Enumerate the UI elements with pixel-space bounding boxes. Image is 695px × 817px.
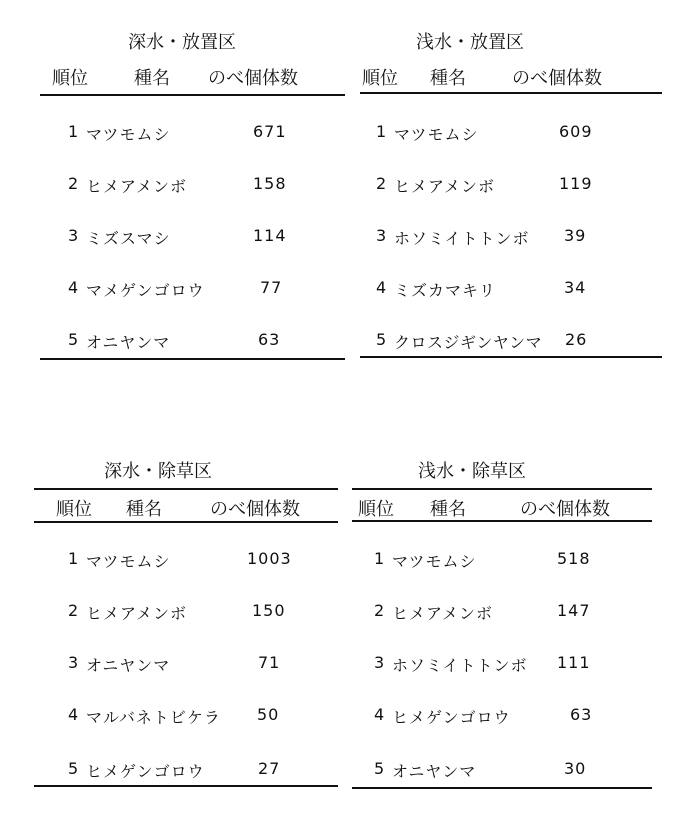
row-count: 158 [253, 174, 287, 193]
row-count: 39 [564, 226, 587, 245]
bottom-rule [34, 785, 338, 787]
row-rank: 4 [376, 278, 388, 297]
row-rank: 5 [374, 759, 386, 778]
header-species: 種名 [430, 499, 466, 520]
row-rank: 1 [376, 122, 388, 141]
table-row [360, 226, 662, 248]
table-row [360, 174, 662, 196]
row-species: マルバネトビケラ [86, 708, 221, 727]
row-count: 50 [257, 705, 280, 724]
row-count: 119 [559, 174, 593, 193]
table-title: 浅水・除草区 [418, 461, 526, 482]
row-rank: 5 [68, 759, 80, 778]
header-species: 種名 [430, 68, 466, 89]
table-row [352, 705, 652, 727]
header-rule [360, 92, 662, 94]
row-rank: 2 [68, 601, 80, 620]
header-species: 種名 [134, 68, 170, 89]
row-species: クロスジギンヤンマ [394, 333, 543, 352]
row-rank: 4 [68, 278, 80, 297]
header-rank: 順位 [362, 68, 398, 89]
table-row [34, 653, 338, 675]
table-row [40, 226, 345, 248]
row-rank: 3 [376, 226, 388, 245]
row-rank: 1 [68, 122, 80, 141]
row-count: 27 [258, 759, 281, 778]
row-species: ミズカマキリ [394, 281, 497, 300]
row-count: 147 [557, 601, 591, 620]
row-count: 114 [253, 226, 287, 245]
table-row [352, 549, 652, 571]
row-species: ヒメゲンゴロウ [392, 708, 511, 727]
header-count: のべ個体数 [512, 68, 602, 89]
row-species: オニヤンマ [86, 656, 171, 675]
row-count: 671 [253, 122, 287, 141]
table-title: 深水・放置区 [128, 32, 236, 53]
header-count: のべ個体数 [210, 499, 300, 520]
row-species: オニヤンマ [392, 762, 477, 781]
row-species: ホソミイトトンボ [394, 229, 530, 248]
table-row [352, 653, 652, 675]
row-rank: 1 [68, 549, 80, 568]
row-rank: 3 [68, 226, 80, 245]
bottom-rule [40, 358, 345, 360]
row-species: ヒメアメンボ [394, 177, 496, 196]
header-rank: 順位 [56, 499, 92, 520]
table-shallow-unweeded [360, 28, 662, 368]
header-rule [34, 488, 338, 490]
row-count: 34 [564, 278, 587, 297]
row-rank: 1 [374, 549, 386, 568]
table-row [40, 174, 345, 196]
bottom-rule [360, 356, 662, 358]
table-row [34, 705, 338, 727]
row-rank: 4 [374, 705, 386, 724]
row-rank: 2 [374, 601, 386, 620]
row-species: マツモムシ [86, 125, 171, 144]
row-count: 63 [570, 705, 593, 724]
table-row [34, 759, 338, 781]
header-underline [34, 521, 338, 523]
row-count: 518 [557, 549, 591, 568]
row-species: マツモムシ [392, 552, 477, 571]
row-species: ヒメアメンボ [86, 177, 188, 196]
table-row [40, 330, 345, 352]
row-count: 26 [565, 330, 588, 349]
row-species: マメゲンゴロウ [86, 281, 205, 300]
row-count: 77 [260, 278, 283, 297]
row-count: 30 [564, 759, 587, 778]
table-row [40, 122, 345, 144]
row-species: オニヤンマ [86, 333, 171, 352]
header-rule [40, 94, 345, 96]
header-rank: 順位 [52, 68, 88, 89]
row-count: 1003 [247, 549, 292, 568]
row-species: ホソミイトトンボ [392, 656, 528, 675]
row-count: 111 [557, 653, 591, 672]
row-rank: 2 [68, 174, 80, 193]
row-rank: 5 [376, 330, 388, 349]
row-species: ヒメアメンボ [392, 604, 494, 623]
table-title: 浅水・放置区 [416, 32, 524, 53]
row-rank: 4 [68, 705, 80, 724]
row-species: ヒメゲンゴロウ [86, 762, 205, 781]
row-count: 150 [252, 601, 286, 620]
row-rank: 3 [374, 653, 386, 672]
row-species: マツモムシ [86, 552, 171, 571]
table-row [40, 278, 345, 300]
table-shallow-weeded [352, 457, 652, 797]
row-species: マツモムシ [394, 125, 479, 144]
header-species: 種名 [126, 499, 162, 520]
row-count: 63 [258, 330, 281, 349]
table-row [352, 759, 652, 781]
table-deep-unweeded [40, 28, 345, 368]
row-count: 71 [258, 653, 281, 672]
table-row [360, 278, 662, 300]
row-species: ヒメアメンボ [86, 604, 188, 623]
table-row [360, 330, 662, 352]
table-row [34, 601, 338, 623]
header-count: のべ個体数 [520, 499, 610, 520]
header-count: のべ個体数 [208, 68, 298, 89]
row-rank: 2 [376, 174, 388, 193]
table-row [352, 601, 652, 623]
header-rank: 順位 [358, 499, 394, 520]
row-rank: 3 [68, 653, 80, 672]
table-row [34, 549, 338, 571]
table-deep-weeded [34, 457, 338, 797]
table-row [360, 122, 662, 144]
row-rank: 5 [68, 330, 80, 349]
table-title: 深水・除草区 [104, 461, 212, 482]
row-species: ミズスマシ [86, 229, 171, 248]
row-count: 609 [559, 122, 593, 141]
header-underline [352, 520, 652, 522]
bottom-rule [352, 787, 652, 789]
header-rule [352, 488, 652, 490]
